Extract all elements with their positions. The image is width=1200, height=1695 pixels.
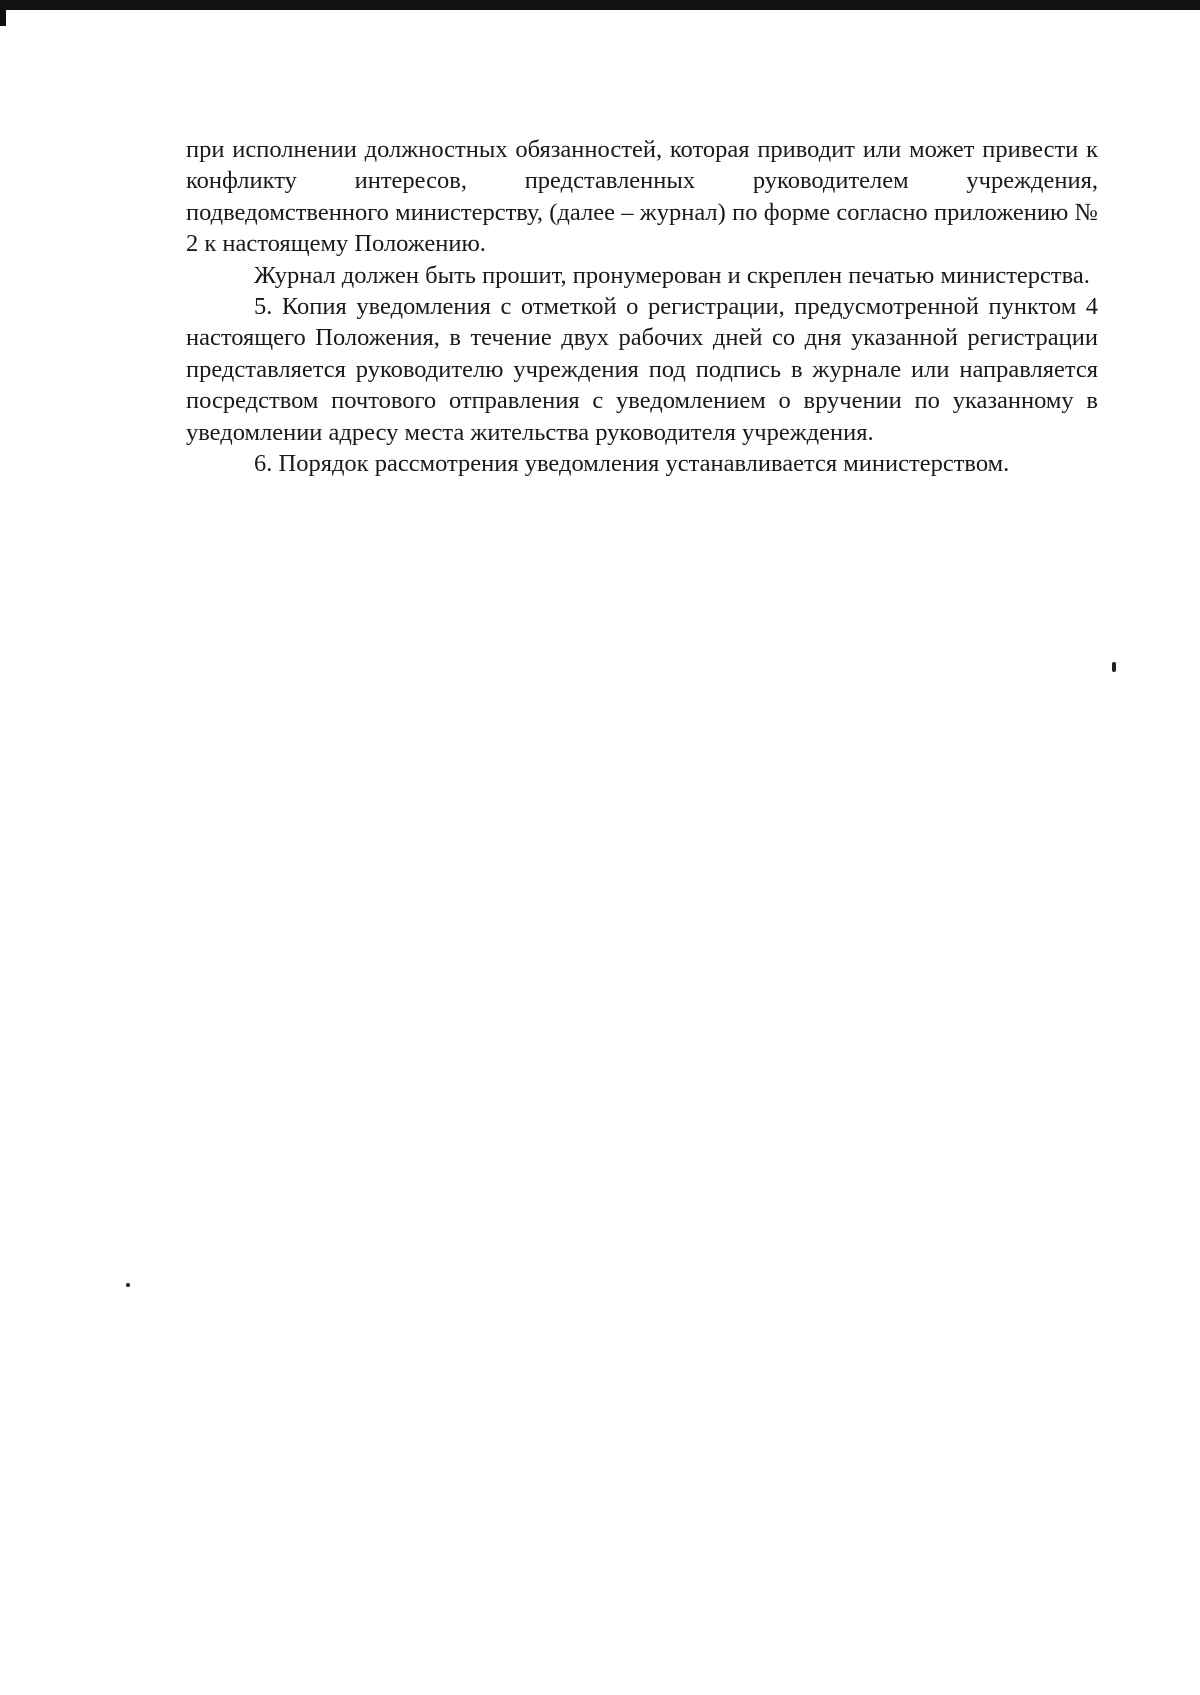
paragraph-journal: Журнал должен быть прошит, пронумерован и скреплен печатью министерства. [254, 261, 1090, 289]
paragraph-continuation: при исполнении должностных обязанностей, которая приводит или может привести к конфликту интересов, представленных руководителем учреждения, подведомственного министерству, (далее – журнал) по форме согласно приложению № 2 к настоящему Положению. [186, 136, 1098, 258]
scan-speck [1112, 662, 1116, 672]
paragraph-item-5: 5. Копия уведомления с отметкой о регистрации, предусмотренной пунктом 4 настоящего Положения, в течение двух рабочих дней со дня указанной регистрации представляется руководителю учреждения под подпись в журнале или направляется посредством почтового отправления с уведомлением о вручении по указанному в уведомлении адресу места жительства руководителя учреждения. [186, 293, 1098, 446]
scan-speck [126, 1283, 130, 1287]
scan-top-edge [0, 0, 1200, 10]
scan-left-mark [0, 10, 6, 26]
paragraph-item-6: 6. Порядок рассмотрения уведомления устанавливается министерством. [254, 450, 1010, 478]
document-body [186, 134, 1098, 479]
